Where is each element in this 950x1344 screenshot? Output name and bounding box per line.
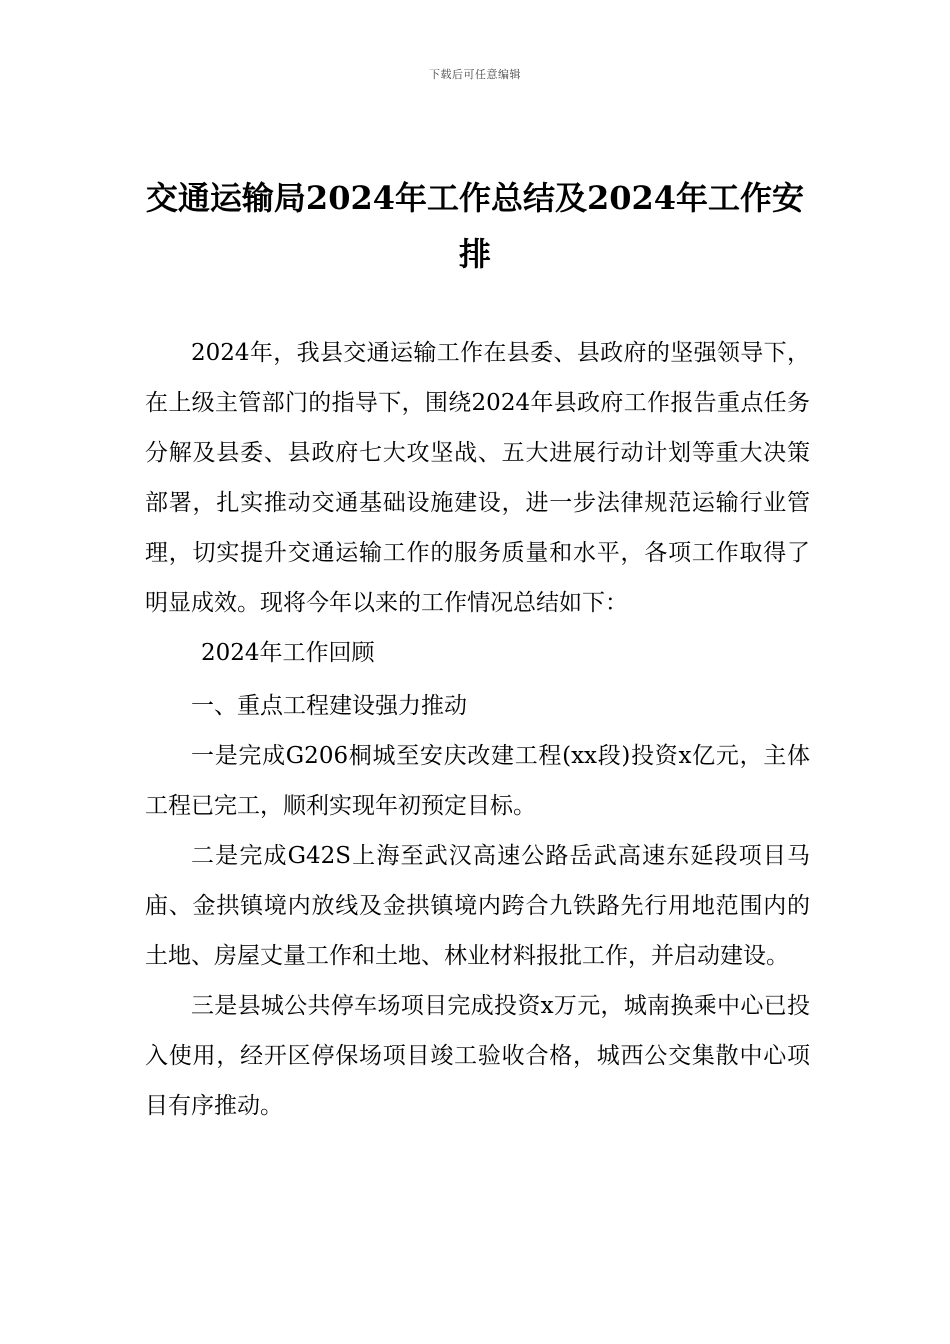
- page-header-note: 下载后可任意编辑: [429, 68, 521, 81]
- item-two-paragraph: 二是完成G42S上海至武汉高速公路岳武高速东延段项目马庙、金拱镇境内放线及金拱镇境内跨合九铁路先行用地范围内的土地、房屋丈量工作和土地、林业材料报批工作，并启动建设。: [145, 843, 810, 969]
- document-title: 交通运输局2024年工作总结及2024年工作安排: [145, 179, 805, 273]
- section-one-heading: 一、重点工程建设强力推动: [191, 693, 467, 719]
- document-body: [145, 328, 810, 1131]
- item-one-paragraph: 一是完成G206桐城至安庆改建工程(xx段)投资x亿元，主体工程已完工，顺利实现年初预定目标。: [145, 743, 810, 819]
- intro-paragraph: 2024年，我县交通运输工作在县委、县政府的坚强领导下，在上级主管部门的指导下，围绕2024年县政府工作报告重点任务分解及县委、县政府七大攻坚战、五大进展行动计划等重大决策部署，扎实推动交通基础设施建设，进一步法律规范运输行业管理，切实提升交通运输工作的服务质量和水平，各项工作取得了明显成效。现将今年以来的工作情况总结如下：: [145, 340, 810, 616]
- item-three-paragraph: 三是县城公共停车场项目完成投资x万元，城南换乘中心已投入使用，经开区停保场项目竣工验收合格，城西公交集散中心项目有序推动。: [145, 993, 810, 1119]
- section-review-heading: 2024年工作回顾: [201, 640, 375, 666]
